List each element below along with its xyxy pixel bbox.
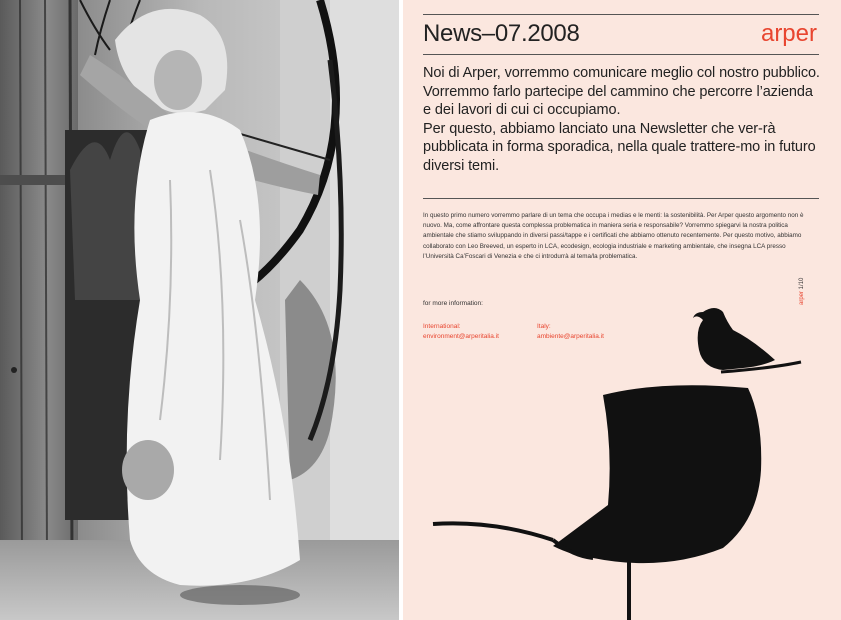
contact-label: Italy: (537, 323, 551, 330)
more-info-label: for more information: (423, 300, 483, 307)
chair-bird-illustration (403, 0, 841, 620)
archer-woman-photo-icon (0, 0, 399, 620)
side-brand: arper (799, 290, 805, 305)
bird-icon (693, 308, 775, 370)
intro-paragraph-2: Per questo, abbiamo lanciato una Newsletter che ver-rà pubblicata in forma sporadica, nella quale trattere-mo in futuro diversi temi. (423, 120, 816, 174)
chair-icon (553, 385, 761, 563)
body-paragraph: In questo primo numero vorremmo parlare di un tema che occupa i medias e le menti: la sostenibilità. Per Arper questo argomento non è nuovo. Ma, come affrontare questa complessa problematica in maniera seria e responsabile? Vorremmo spiegarvi la nostra politica ambientale che stiamo sviluppando in diversi passi/tappe e i certificati che abbiamo ottenuto recentemente. Per questo motivo, abbiamo collaborato con Leo Breeved, un esperto in LCA, ecodesign, ecologia industriale e marketing ambientale, che insegna LCA presso l’Università Ca’Foscari di Venezia e che ci introdurrà al tema/la problematica. (423, 212, 804, 260)
archer-photo (0, 0, 399, 620)
newsletter-title: News–07.2008 (423, 20, 580, 47)
newsletter-panel (403, 0, 841, 620)
brand-logo: arper (760, 20, 817, 47)
intro-paragraph-1: Noi di Arper, vorremmo comunicare meglio col nostro pubblico. Vorremmo farlo partecipe del cammino che percorre l’azienda e dei lavori di cui ci occupiamo. (423, 65, 820, 118)
contact-label: International: (423, 323, 461, 330)
side-page-number: 1/10 (799, 277, 805, 290)
contact-email-link[interactable]: ambiente@arperitalia.it (537, 332, 604, 340)
contact-email-link[interactable]: environment@arperitalia.it (423, 332, 499, 340)
